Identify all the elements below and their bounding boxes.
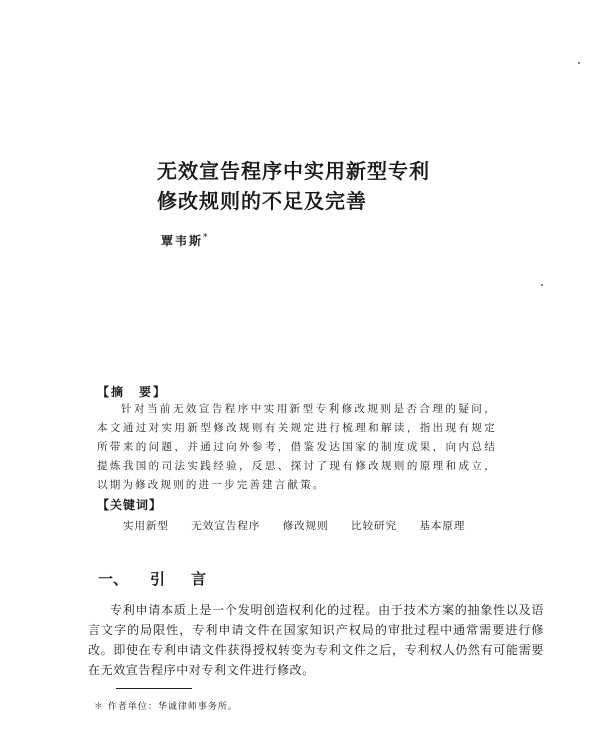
keyword-item: 修改规则 [282,520,329,532]
article-title [157,156,477,216]
keyword-item: 比较研究 [351,520,398,532]
keyword-item: 实用新型 [123,520,169,532]
author-name: 覃韦斯 [161,234,204,248]
body-paragraph: 专利申请本质上是一个发明创造权利化的过程。由于技术方案的抽象性以及语言文字的局限性，专利申请文件在国家知识产权局的审批过程中通常需要进行修改。即使在专利申请文件获得授权转变为专利文件之后，专利权人仍然有可能需要在无效宣告程序中对专利文件进行修改。 [88,603,544,677]
footnote: ＊ 作者单位：华诚律师事务所。 [94,702,238,712]
footnote-divider [116,688,192,689]
abstract-heading: 【摘 要】 [97,385,168,399]
keywords-heading: 【关键词】 [97,498,163,512]
author-byline [161,232,208,249]
title-line-1: 无效宣告程序中实用新型专利 [157,159,430,183]
keyword-item: 无效宣告程序 [191,520,261,532]
abstract-text: 针对当前无效宣告程序中实用新型专利修改规则是否合理的疑问，本文通过对实用新型修改规则有关规定进行梳理和解读，指出现有规定所带来的问题，并通过向外参考，借鉴发达国家的制度成果，向内总结提炼我国的司法实践经验，反思、探讨了现有修改规则的原理和成立，以期为修改规则的进一步完善建言献策。 [97,403,497,491]
section-title-char-2: 言 [191,570,207,588]
author-footnote-mark: * [203,233,208,243]
section-heading [98,568,206,589]
section-title-char-1: 引 [150,570,166,588]
keywords-list [123,518,483,533]
keyword-item: 基本原理 [419,520,466,532]
scan-speck [541,284,543,286]
title-line-2: 修改规则的不足及完善 [157,189,367,213]
section-number: 一、 [98,570,129,588]
scan-speck [578,62,580,64]
